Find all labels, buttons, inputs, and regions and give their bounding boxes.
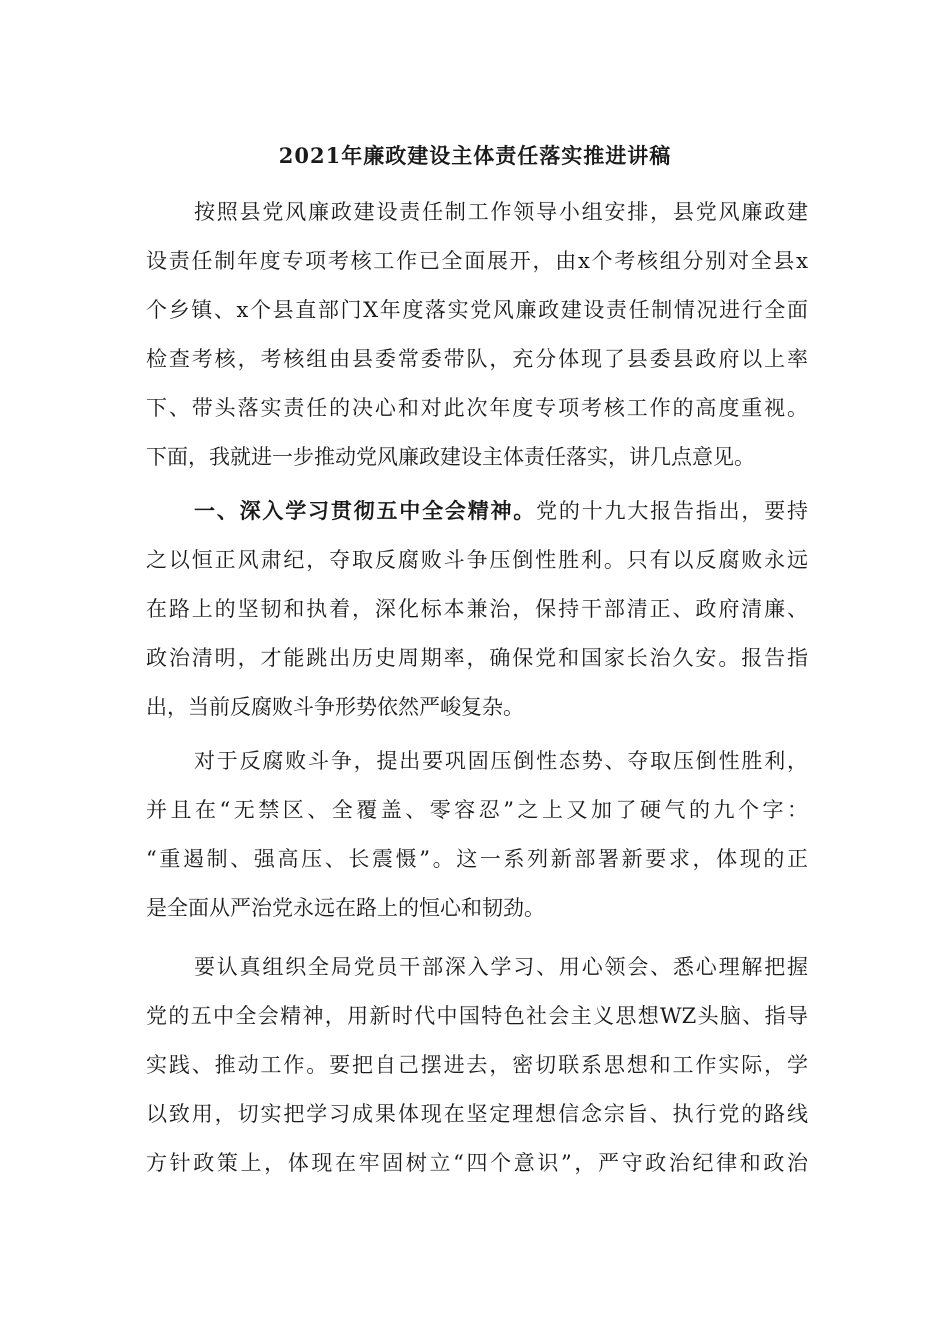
paragraph-1-line-3: 个乡镇、x个县直部门X年度落实党风廉政建设责任制情况进行全面 (146, 298, 808, 322)
paragraph-4-line-5: 方针政策上，体现在牢固树立“四个意识”，严守政治纪律和政治 (146, 1151, 808, 1175)
paragraph-2-line-1 (194, 496, 808, 526)
paragraph-2-line-2: 之以恒正风肃纪，夺取反腐败斗争压倒性胜利。只有以反腐败永远 (146, 548, 808, 572)
paragraph-4-line-1: 要认真组织全局党员干部深入学习、用心领会、悉心理解把握 (194, 955, 808, 979)
paragraph-2-line-1-text: 党的十九大报告指出，要持 (536, 499, 809, 523)
paragraph-4-line-3: 实践、推动工作。要把自己摆进去，密切联系思想和工作实际，学 (146, 1053, 808, 1077)
paragraph-4-line-4: 以致用，切实把学习成果体现在坚定理想信念宗旨、执行党的路线 (146, 1102, 808, 1126)
paragraph-3-line-2: 并且在“无禁区、全覆盖、零容忍”之上又加了硬气的九个字： (146, 798, 808, 822)
paragraph-2-line-4: 政治清明，才能跳出历史周期率，确保党和国家长治久安。报告指 (146, 646, 808, 670)
paragraph-1-line-6: 下面，我就进一步推动党风廉政建设主体责任落实，讲几点意见。 (146, 445, 755, 469)
section-heading-1: 一、深入学习贯彻五中全会精神。 (194, 498, 537, 523)
paragraph-1-line-4: 检查考核，考核组由县委常委带队，充分体现了县委县政府以上率 (146, 347, 808, 371)
document-title: 2021年廉政建设主体责任落实推进讲稿 (278, 143, 672, 168)
paragraph-1-line-1: 按照县党风廉政建设责任制工作领导小组安排，县党风廉政建 (194, 200, 808, 224)
paragraph-4-line-2: 党的五中全会精神，用新时代中国特色社会主义思想WZ头脑、指导 (146, 1004, 808, 1028)
paragraph-1-line-2: 设责任制年度专项考核工作已全面展开，由x个考核组分别对全县x (146, 249, 808, 273)
paragraph-3-line-1: 对于反腐败斗争，提出要巩固压倒性态势、夺取压倒性胜利， (194, 749, 808, 773)
paragraph-1-line-5: 下、带头落实责任的决心和对此次年度专项考核工作的高度重视。 (146, 396, 808, 420)
paragraph-3-line-3: “重遏制、强高压、长震慑”。这一系列新部署新要求，体现的正 (146, 847, 808, 871)
paragraph-3-line-4: 是全面从严治党永远在路上的恒心和韧劲。 (146, 896, 545, 920)
paragraph-2-line-5: 出，当前反腐败斗争形势依然严峻复杂。 (146, 695, 524, 719)
paragraph-2-line-3: 在路上的坚韧和执着，深化标本兼治，保持干部清正、政府清廉、 (146, 597, 808, 621)
